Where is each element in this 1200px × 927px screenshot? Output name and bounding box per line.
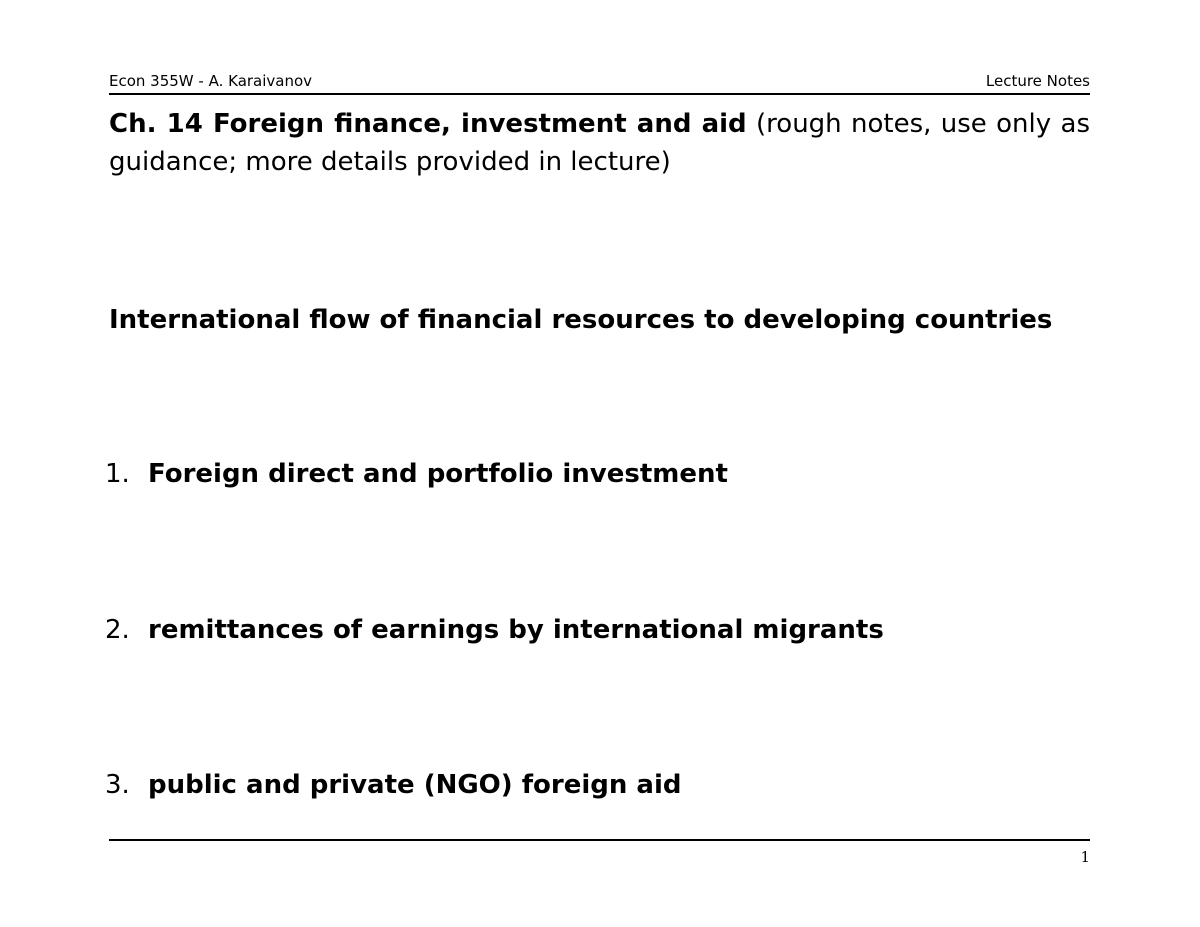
chapter-title-note: (rough notes, use only as guidance; more details provided in lecture) bbox=[109, 109, 1090, 177]
page-number: 1 bbox=[1080, 848, 1090, 866]
section-heading: International flow of financial resources to developing countries bbox=[109, 305, 1053, 335]
footer-rule bbox=[109, 839, 1090, 841]
list-item bbox=[105, 611, 884, 649]
list-item-number: 2. bbox=[105, 615, 130, 645]
list-item-text: remittances of earnings by international migrants bbox=[148, 615, 884, 645]
header-document-type: Lecture Notes bbox=[985, 72, 1090, 90]
list-item-number: 1. bbox=[105, 459, 130, 489]
chapter-title-bold: Ch. 14 Foreign finance, investment and aid bbox=[109, 109, 747, 139]
header-course-author: Econ 355W - A. Karaivanov bbox=[109, 72, 313, 90]
list-item-text: public and private (NGO) foreign aid bbox=[148, 770, 682, 800]
header-rule bbox=[109, 93, 1090, 95]
list-item bbox=[105, 766, 682, 804]
page-header bbox=[109, 70, 1090, 92]
chapter-title bbox=[109, 105, 1090, 181]
list-item bbox=[105, 455, 728, 493]
list-item-text: Foreign direct and portfolio investment bbox=[148, 459, 728, 489]
list-item-number: 3. bbox=[105, 770, 130, 800]
